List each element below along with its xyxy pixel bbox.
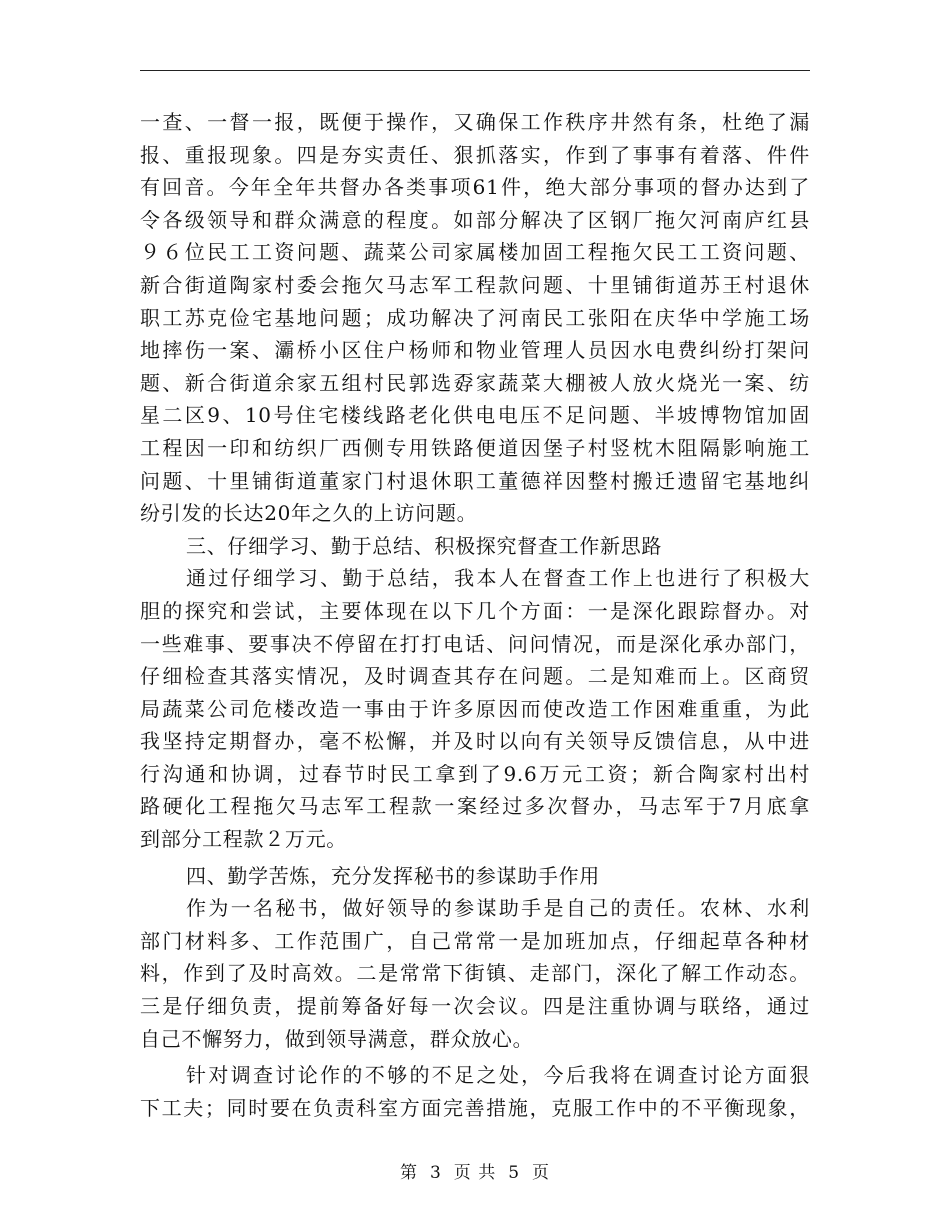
text-line: 到部分工程款２万元。	[140, 827, 347, 852]
footer-page-number: 3	[429, 1163, 442, 1183]
header-rule	[140, 70, 810, 71]
text-line: 三是仔细负责，提前筹备好每一次会议。四是注重协调与联络，通过	[140, 994, 810, 1019]
text-line: 作为一名秘书，做好领导的参谋助手是自己的责任。农林、水利	[186, 896, 810, 921]
text-line: 自己不懈努力，做到领导满意，群众放心。	[140, 1026, 534, 1051]
text-line: 职工苏克俭宅基地问题；成功解决了河南民工张阳在庆华中学施工场	[140, 305, 810, 330]
text-line: 行沟通和协调，过春节时民工拿到了9.6万元工资；新合陶家村出村	[140, 761, 810, 786]
text-line: 仔细检查其落实情况，及时调查其存在问题。二是知难而上。区商贸	[140, 664, 810, 689]
text-line: 一些难事、要事决不停留在打打电话、问问情况，而是深化承办部门，	[140, 631, 810, 656]
text-line: 路硬化工程拖欠马志军工程款一案经过多次督办，马志军于7月底拿	[140, 794, 810, 819]
text-line: 料，作到了及时高效。二是常常下街镇、走部门，深化了解工作动态。	[140, 961, 810, 986]
text-line: 问题、十里铺街道董家门村退休职工董德祥因整村搬迁遗留宅基地纠	[140, 468, 810, 493]
text-line: 我坚持定期督办，毫不松懈，并及时以向有关领导反馈信息，从中进	[140, 729, 810, 754]
section-heading-4: 四、勤学苦炼，充分发挥秘书的参谋助手作用	[186, 863, 600, 888]
footer-total-pages: 5	[508, 1163, 521, 1183]
text-line: 胆的探究和尝试，主要体现在以下几个方面：一是深化跟踪督办。对	[140, 598, 810, 623]
footer-prefix: 第	[399, 1163, 418, 1183]
text-line: 新合街道陶家村委会拖欠马志军工程款问题、十里铺街道苏王村退休	[140, 272, 810, 297]
text-line: 局蔬菜公司危楼改造一事由于许多原因而使改造工作困难重重，为此	[140, 696, 810, 721]
text-line: 部门材料多、工作范围广，自己常常一是加班加点，仔细起草各种材	[140, 928, 810, 953]
text-line: 令各级领导和群众满意的程度。如部分解决了区钢厂拖欠河南庐红县	[140, 207, 810, 232]
text-line: 纷引发的长达20年之久的上访问题。	[140, 501, 478, 526]
text-line: 下工夫；同时要在负责科室方面完善措施，克服工作中的不平衡现象，	[140, 1095, 810, 1120]
text-line: 工程因一印和纺织厂西侧专用铁路便道因堡子村竖枕木阻隔影响施工	[140, 435, 810, 460]
footer-mid: 页 共	[453, 1163, 497, 1183]
section-heading-3: 三、仔细学习、勤于总结、积极探究督查工作新思路	[186, 533, 663, 558]
text-line: 题、新合街道余家五组村民郭选孬家蔬菜大棚被人放火烧光一案、纺	[140, 370, 810, 395]
text-line: ９６位民工工资问题、蔬菜公司家属楼加固工程拖欠民工工资问题、	[140, 240, 810, 265]
footer-suffix: 页	[532, 1163, 551, 1183]
text-line: 通过仔细学习、勤于总结，我本人在督查工作上也进行了积极大	[186, 566, 810, 591]
text-line: 有回音。今年全年共督办各类事项61件，绝大部分事项的督办达到了	[140, 175, 810, 200]
document-body	[140, 106, 810, 1124]
text-line: 报、重报现象。四是夯实责任、狠抓落实，作到了事事有着落、件件	[140, 142, 810, 167]
text-line: 星二区9、10号住宅楼线路老化供电电压不足问题、半坡博物馆加固	[140, 403, 810, 428]
text-line: 一查、一督一报，既便于操作，又确保工作秩序井然有条，杜绝了漏	[140, 110, 810, 134]
page-footer	[0, 1158, 950, 1183]
text-line: 针对调查讨论作的不够的不足之处，今后我将在调查讨论方面狠	[186, 1063, 810, 1088]
text-line: 地摔伤一案、灞桥小区住户杨师和物业管理人员因水电费纠纷打架问	[140, 338, 810, 363]
